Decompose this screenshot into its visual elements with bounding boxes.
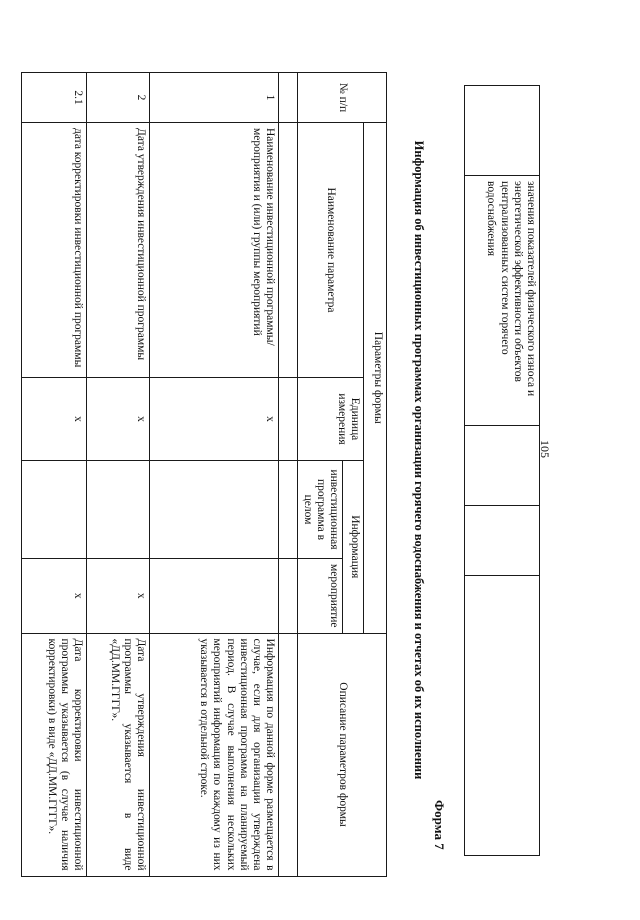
table-cell — [279, 123, 298, 378]
table-cell — [465, 86, 540, 176]
row-program — [150, 461, 279, 559]
row-num: 1 — [150, 73, 279, 123]
table-cell — [465, 426, 540, 506]
table-cell — [279, 378, 298, 461]
row-unit: x — [150, 378, 279, 461]
row-unit: x — [87, 378, 150, 461]
table-row — [87, 73, 150, 877]
form-label: Форма 7 — [432, 800, 447, 850]
table-cell — [465, 506, 540, 576]
header-name: Наименование параметра — [298, 123, 364, 378]
row-num: 2 — [87, 73, 150, 123]
form-title: Информация об инвестиционных программах организации горячего водоснабжения и отчетах об их исполнении — [412, 140, 426, 780]
row-program — [22, 461, 87, 559]
previous-table-row-text: значения показателей физического износа и энергетической эффективности объектов централизованных систем горячего водоснабжения — [465, 176, 540, 426]
row-name: Наименование инвестиционной программы/мероприятия и (или) группы мероприятий — [150, 123, 279, 378]
header-unit: Единица измерения — [298, 378, 364, 461]
table-cell — [279, 633, 298, 876]
table-row — [22, 73, 87, 877]
row-unit: x — [22, 378, 87, 461]
header-info-group: Информация — [343, 461, 364, 634]
row-num: 2.1 — [22, 73, 87, 123]
table-cell — [279, 559, 298, 634]
row-description: Информация по данной форме размещается в случае, если для организации утверждена инвестиционная программа на планируемый период. В случае выполнения нескольких мероприятий информация по каждому из них указывается в отдельной строке. — [150, 633, 279, 876]
row-description: Дата корректировки инвестиционной программы указывается (в случае наличия корректировки) в виде «ДД.ММ.ГГГГ». — [22, 633, 87, 876]
page-number: 105 — [538, 440, 552, 458]
header-row — [364, 73, 387, 877]
header-params-group: Параметры формы — [364, 123, 387, 634]
table-cell — [465, 576, 540, 856]
table-cell — [279, 73, 298, 123]
row-program — [87, 461, 150, 559]
table-cell — [279, 461, 298, 559]
row-event: x — [87, 559, 150, 634]
previous-table-fragment — [464, 85, 540, 856]
header-info-event: мероприятие — [298, 559, 343, 634]
table-row — [279, 73, 298, 877]
row-event: x — [22, 559, 87, 634]
row-event — [150, 559, 279, 634]
table-row — [150, 73, 279, 877]
main-table — [21, 72, 387, 877]
header-description: Описание параметров формы — [298, 633, 387, 876]
header-info-program: инвестиционная программа в целом — [298, 461, 343, 559]
row-description: Дата утверждения инвестиционной программы указывается в виде «ДД.ММ.ГГГГ». — [87, 633, 150, 876]
header-num: № п/п — [298, 73, 387, 123]
row-name: дата корректировки инвестиционной программы — [22, 123, 87, 378]
row-name: Дата утверждения инвестиционной программы — [87, 123, 150, 378]
table-row — [465, 86, 540, 856]
